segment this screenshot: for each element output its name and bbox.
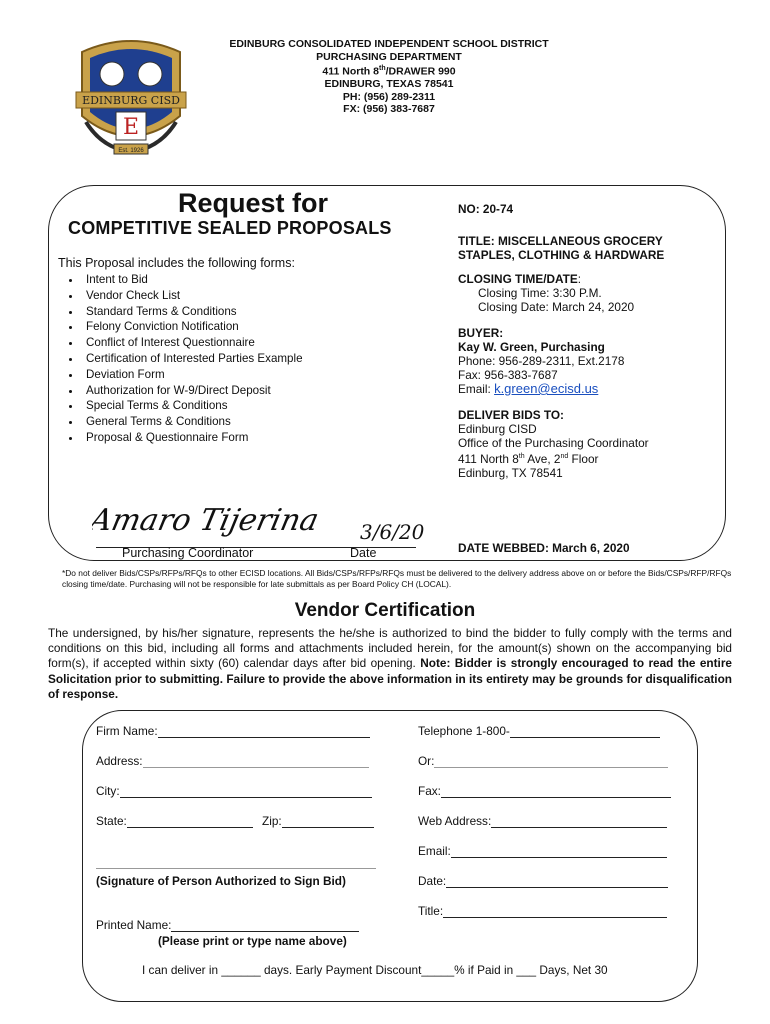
form-list-item: • Intent to Bid	[82, 272, 386, 288]
logo-letter: E	[122, 115, 140, 140]
form-list-item: • General Terms & Conditions	[82, 414, 386, 430]
buyer-phone: Phone: 956-289-2311, Ext.2178	[458, 354, 625, 368]
form-list-item: • Authorization for W-9/Direct Deposit	[82, 383, 386, 399]
bid-title: TITLE: MISCELLANEOUS GROCERY	[458, 234, 663, 248]
signature-scrawl: Amaro Tijerina	[92, 503, 322, 538]
form-list-item: • Felony Conviction Notification	[82, 319, 386, 335]
closing-date: Closing Date: March 24, 2020	[478, 300, 635, 314]
title-field[interactable]: Title:	[418, 904, 667, 918]
telephone-field[interactable]: Telephone 1-800-	[418, 724, 660, 738]
signature-date-scrawl: 3/6/20	[360, 520, 425, 544]
district-address: 411 North 8th/DRAWER 990	[322, 65, 456, 78]
authorized-signature-line[interactable]	[96, 868, 376, 869]
bid-number: NO: 20-74	[458, 202, 514, 216]
vendor-certification-text: The undersigned, by his/her signature, represents the he/she is authorized to bind the bidder to fully comply with the terms and conditions on this bid, including all forms and attachments included herein, for the amount(s) shown on the accompanying bid form(s), if accepted within sixty (60) calendar days after bid opening. Note: Bidder is strongly encouraged to read the entire Solicitation prior to submitting. Failure to provide the above information in its entirety may be grounds for disqualification of response.	[48, 626, 732, 701]
deliver-line-3: 411 North 8th Ave, 2nd Floor	[458, 451, 599, 466]
date-webbed: DATE WEBBED: March 6, 2020	[458, 541, 630, 555]
date-field[interactable]: Date:	[418, 874, 668, 888]
printed-name-field[interactable]: Printed Name:	[96, 918, 359, 932]
fax-field[interactable]: Fax:	[418, 784, 671, 798]
district-city: EDINBURG, TEXAS 78541	[324, 78, 454, 91]
printed-name-note: (Please print or type name above)	[158, 934, 347, 948]
logo-est: Est. 1926	[118, 148, 144, 154]
state-field[interactable]: State:	[96, 814, 253, 828]
form-list-item: • Proposal & Questionnaire Form	[82, 430, 386, 446]
bid-title-line2: STAPLES, CLOTHING & HARDWARE	[458, 248, 665, 262]
form-list-item: • Standard Terms & Conditions	[82, 304, 386, 320]
request-title: Request for	[178, 188, 329, 218]
closing-time: Closing Time: 3:30 P.M.	[478, 286, 602, 300]
zip-field[interactable]: Zip:	[262, 814, 374, 828]
form-list-item: • Certification of Interested Parties Example	[82, 351, 386, 367]
district-name: EDINBURG CONSOLIDATED INDEPENDENT SCHOOL DISTRICT	[229, 38, 549, 50]
form-list-item: • Conflict of Interest Questionnaire	[82, 335, 386, 351]
department-name: PURCHASING DEPARTMENT	[316, 50, 462, 63]
authorized-signature-label: (Signature of Person Authorized to Sign Bid)	[96, 874, 346, 888]
buyer-email-link[interactable]: k.green@ecisd.us	[494, 381, 599, 396]
deliver-line-2: Office of the Purchasing Coordinator	[458, 436, 649, 450]
delivery-terms: I can deliver in ______ days. Early Payment Discount_____% if Paid in ___ Days, Net 30	[142, 963, 608, 977]
form-list-item: • Special Terms & Conditions	[82, 398, 386, 414]
firm-name-field[interactable]: Firm Name:	[96, 724, 370, 738]
web-address-field[interactable]: Web Address:	[418, 814, 667, 828]
closing-label: CLOSING TIME/DATE:	[458, 272, 581, 286]
buyer-fax: Fax: 956-383-7687	[458, 368, 558, 382]
delivery-note: *Do not deliver Bids/CSPs/RFPs/RFQs to other ECISD locations. All Bids/CSPs/RFPs/RFQs must be delivered to the delivery address above on or before the Bids/CSPs/RFP/RFQs closing time/date. Purchasing will not be responsible for late submittals as per Board Policy CH (LOCAL).	[62, 568, 732, 589]
email-field[interactable]: Email:	[418, 844, 667, 858]
deliver-line-4: Edinburg, TX 78541	[458, 465, 563, 480]
signature-role: Purchasing Coordinator	[122, 546, 254, 560]
district-fax: FX: (956) 383-7687	[343, 103, 435, 116]
district-phone: PH: (956) 289-2311	[342, 90, 436, 103]
buyer-email-row: Email: k.green@ecisd.us	[458, 381, 599, 396]
district-header	[0, 38, 770, 116]
address-field[interactable]: Address:	[96, 754, 369, 768]
request-subtitle: COMPETITIVE SEALED PROPOSALS	[68, 218, 392, 238]
buyer-label: BUYER:	[458, 326, 504, 340]
deliver-line-1: Edinburg CISD	[458, 422, 537, 436]
or-field[interactable]: Or:	[418, 754, 668, 768]
vendor-certification-title: Vendor Certification	[294, 600, 476, 621]
forms-list	[56, 272, 386, 446]
details-column	[458, 202, 720, 480]
forms-intro: This Proposal includes the following forms:	[58, 256, 295, 270]
form-list-item: • Vendor Check List	[82, 288, 386, 304]
signature-date-label: Date	[350, 546, 377, 560]
buyer-name: Kay W. Green, Purchasing	[458, 340, 605, 354]
coordinator-signature	[92, 494, 362, 544]
form-list-item: • Deviation Form	[82, 367, 386, 383]
city-field[interactable]: City:	[96, 784, 372, 798]
deliver-label: DELIVER BIDS TO:	[458, 408, 564, 422]
logo-text: EDINBURG CISD	[82, 94, 180, 107]
